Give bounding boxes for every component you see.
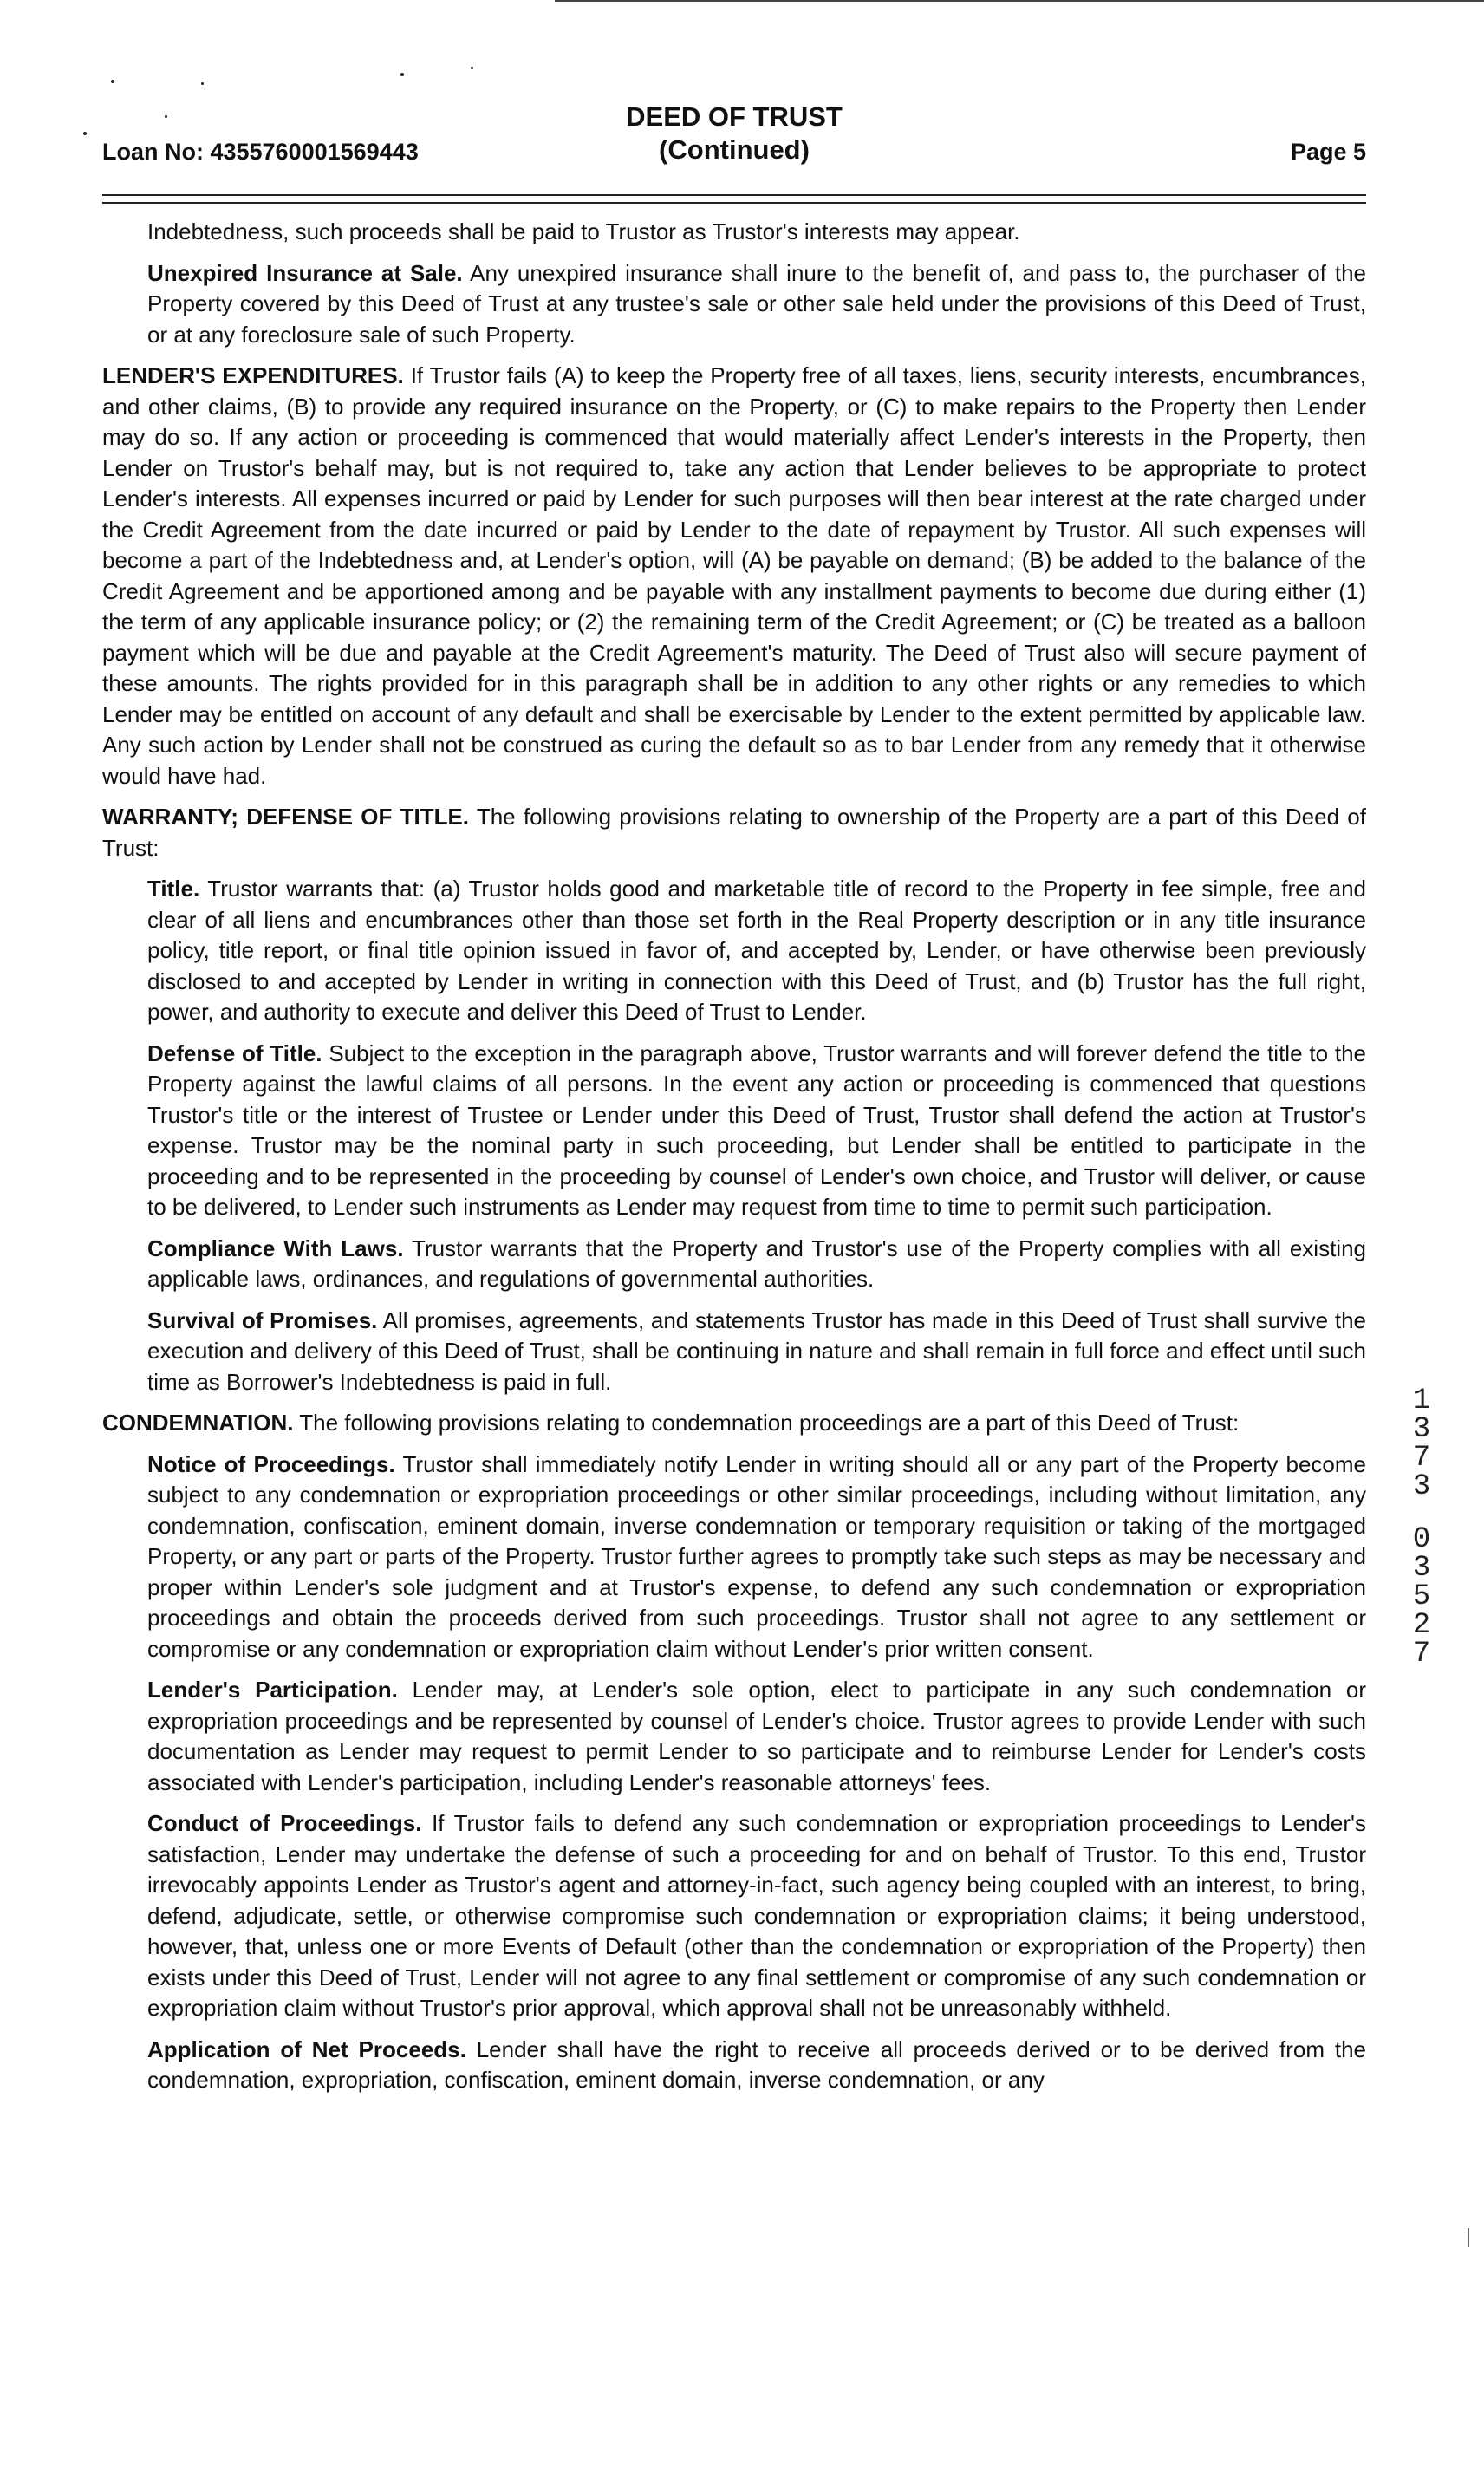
paragraph-text: Any unexpired insurance shall inure to the benefit of, and pass to, the purchaser of the Property covered by this Deed of Trust at any trustee's sale or other sale held under the provisions of this Deed of Trust, or at any foreclosure sale of such Property.	[147, 259, 1367, 348]
paragraph-heading: Application of Net Proceeds.	[147, 2036, 466, 2062]
paragraph-sub	[102, 874, 1366, 1028]
stamp-digit: 2	[1412, 1609, 1431, 1642]
paragraph-top	[102, 802, 1366, 863]
stamp-digit: 3	[1412, 1470, 1431, 1503]
paragraph-sub	[102, 1808, 1366, 2024]
stamp-digit: 7	[1412, 1442, 1431, 1475]
paragraph-heading: Notice of Proceedings.	[147, 1450, 395, 1477]
document-title: DEED OF TRUST	[626, 101, 843, 132]
paragraph-cont	[102, 217, 1366, 248]
scan-edge-mark	[1468, 2228, 1469, 2247]
stamp-digit: 1	[1412, 1384, 1431, 1417]
paragraph-text: If Trustor fails (A) to keep the Property free of all taxes, liens, security interests, encumbrances, and other claims, (B) to provide any required insurance on the Property, or (C) to make repairs to the Property then Lender may do so. If any action or proceeding is commenced that would materially affect Lender's interests in the Property, then Lender on Trustor's behalf may, but is not required to, take any action that Lender believes to be appropriate to protect Lender's interests. All expenses incurred or paid by Lender for such purposes will then bear interest at the rate charged under the Credit Agreement from the date incurred or paid by Lender to the date of repayment by Trustor. All such expenses will become a part of the Indebtedness and, at Lender's option, will (A) be payable on demand; (B) be added to the balance of the Credit Agreement and be apportioned among and be payable with any installment payments to become due during either (1) the term of any applicable insurance policy; or (2) the remaining term of the Credit Agreement; or (C) be treated as a balloon payment which will be due and payable at the Credit Agreement's maturity. The Deed of Trust also will secure payment of these amounts. The rights provided for in this paragraph shall be in addition to any other rights or any remedies to which Lender may be entitled on account of any default and shall be exercisable by Lender to the extent permitted by applicable law. Any such action by Lender shall not be construed as curing the default so as to bar Lender from any remedy that it otherwise would have had.	[102, 362, 1366, 789]
document-subtitle: (Continued)	[659, 134, 810, 165]
paragraph-top	[102, 1408, 1366, 1439]
scan-speck	[201, 82, 204, 85]
scan-speck	[400, 73, 404, 76]
paragraph-text: Subject to the exception in the paragraph above, Trustor warrants and will forever defend the title to the Property against the lawful claims of all persons. In the event any action or proceeding is commenced that questions Trustor's title or the interest of Trustee or Lender under this Deed of Trust, Trustor shall defend the action at Trustor's expense. Trustor may be the nominal party in such proceeding, but Lender shall be entitled to participate in the proceeding and to be represented in the proceeding by counsel of Lender's own choice, and Trustor will deliver, or cause to be delivered, to Lender such instruments as Lender may request from time to time to permit such participation.	[147, 1039, 1366, 1220]
paragraph-sub	[102, 2035, 1366, 2096]
stamp-gap	[1404, 1502, 1439, 1526]
paragraph-text: The following provisions relating to condemnation proceedings are a part of this Deed of Trust:	[299, 1410, 1240, 1436]
paragraph-heading: Compliance With Laws.	[147, 1234, 404, 1261]
paragraph-heading: Title.	[147, 876, 200, 902]
header-rule-top	[102, 194, 1366, 196]
paragraph-text: Lender may, at Lender's sole option, elect to participate in any such condemnation or expropriation proceedings and be represented by counsel of Lender's choice. Trustor agrees to provide Lender with such documentation as Lender may request to permit Lender to so participate and to reimburse Lender for Lender's costs associated with Lender's participation, including Lender's reasonable attorneys' fees.	[147, 1677, 1366, 1795]
scan-speck	[83, 132, 87, 135]
paragraph-heading: CONDEMNATION.	[102, 1410, 294, 1436]
scan-speck	[111, 80, 114, 83]
stamp-digit: 0	[1412, 1523, 1431, 1556]
paragraph-heading: Lender's Participation.	[147, 1677, 398, 1703]
stamp-digit: 7	[1412, 1638, 1431, 1671]
paragraph-heading: Conduct of Proceedings.	[147, 1810, 422, 1836]
paragraph-text: Trustor warrants that the Property and Trustor's use of the Property complies with all existing applicable laws, ordinances, and regulations of governmental authorities.	[147, 1234, 1366, 1292]
paragraph-heading: WARRANTY; DEFENSE OF TITLE.	[102, 804, 470, 830]
paragraph-heading: Unexpired Insurance at Sale.	[147, 259, 463, 286]
paragraph-sub	[102, 258, 1366, 351]
stamp-digit: 5	[1412, 1580, 1431, 1613]
paragraph-sub	[102, 1306, 1366, 1398]
paragraph-heading: Defense of Title.	[147, 1039, 322, 1066]
paragraph-heading: Survival of Promises.	[147, 1306, 378, 1333]
paragraph-text: If Trustor fails to defend any such condemnation or expropriation proceedings to Lender's satisfaction, Lender may undertake the defense of such a proceeding for and on behalf of Trustor. To this end, Trustor irrevocably appoints Lender as Trustor's agent and attorney-in-fact, such agency being coupled with an interest, to bring, defend, adjudicate, settle, or otherwise compromise such condemnation or expropriation claims; it being understood, however, that, unless one or more Events of Default (other than the condemnation or expropriation of the Property) then exists under this Deed of Trust, Lender will not agree to any final settlement or compromise of any such condemnation or expropriation claim without Trustor's prior approval, which approval shall not be unreasonably withheld.	[147, 1810, 1366, 2021]
paragraph-text: The following provisions relating to ownership of the Property are a part of this Deed of Trust:	[102, 804, 1366, 861]
document-body	[102, 217, 1366, 2107]
header-rule-bottom	[102, 202, 1366, 204]
paragraph-sub	[102, 1039, 1366, 1223]
paragraph-text: Trustor shall immediately notify Lender in writing should all or any part of the Property become subject to any condemnation or expropriation proceedings or other similar proceedings, including without limitation, any condemnation, confiscation, eminent domain, inverse condemnation or temporary requisition or taking of the mortgaged Property, or any part or parts of the Property. Trustor further agrees to promptly take such steps as may be necessary and proper within Lender's sole judgment and at Trustor's expense, to defend any such condemnation or expropriation proceedings and obtain the proceeds derived from such proceedings. Trustor shall not agree to any settlement or compromise or any condemnation or expropriation claim without Lender's prior written consent.	[147, 1450, 1366, 1662]
paragraph-sub	[102, 1449, 1366, 1665]
paragraph-top	[102, 361, 1366, 792]
page-header	[102, 97, 1366, 175]
stamp-digit: 3	[1412, 1552, 1431, 1585]
document-title-block	[102, 101, 1366, 166]
loan-number: Loan No: 4355760001569443	[102, 139, 419, 165]
paragraph-heading: LENDER'S EXPENDITURES.	[102, 362, 404, 388]
margin-stamp-number	[1404, 1384, 1439, 1671]
scan-speck	[471, 67, 473, 69]
page-number: Page 5	[1290, 139, 1366, 165]
scan-top-edge	[555, 0, 1484, 2]
paragraph-text: All promises, agreements, and statements Trustor has made in this Deed of Trust shall survive the execution and delivery of this Deed of Trust, shall be continuing in nature and shall remain in full force and effect until such time as Borrower's Indebtedness is paid in full.	[147, 1306, 1366, 1395]
stamp-digit: 3	[1412, 1413, 1431, 1446]
paragraph-sub	[102, 1675, 1366, 1798]
paragraph-text: Indebtedness, such proceeds shall be paid to Trustor as Trustor's interests may appear.	[147, 218, 1020, 244]
paragraph-sub	[102, 1234, 1366, 1295]
paragraph-text: Lender shall have the right to receive all proceeds derived or to be derived from the condemnation, expropriation, confiscation, eminent domain, inverse condemnation, or any	[147, 2036, 1366, 2093]
paragraph-text: Trustor warrants that: (a) Trustor holds good and marketable title of record to the Property in fee simple, free and clear of all liens and encumbrances other than those set forth in the Real Property description or in any title insurance policy, title report, or final title opinion issued in favor of, and accepted by, Lender, or have otherwise been previously disclosed to and accepted by Lender in writing in connection with this Deed of Trust, and (b) Trustor has the full right, power, and authority to execute and deliver this Deed of Trust to Lender.	[147, 876, 1366, 1025]
